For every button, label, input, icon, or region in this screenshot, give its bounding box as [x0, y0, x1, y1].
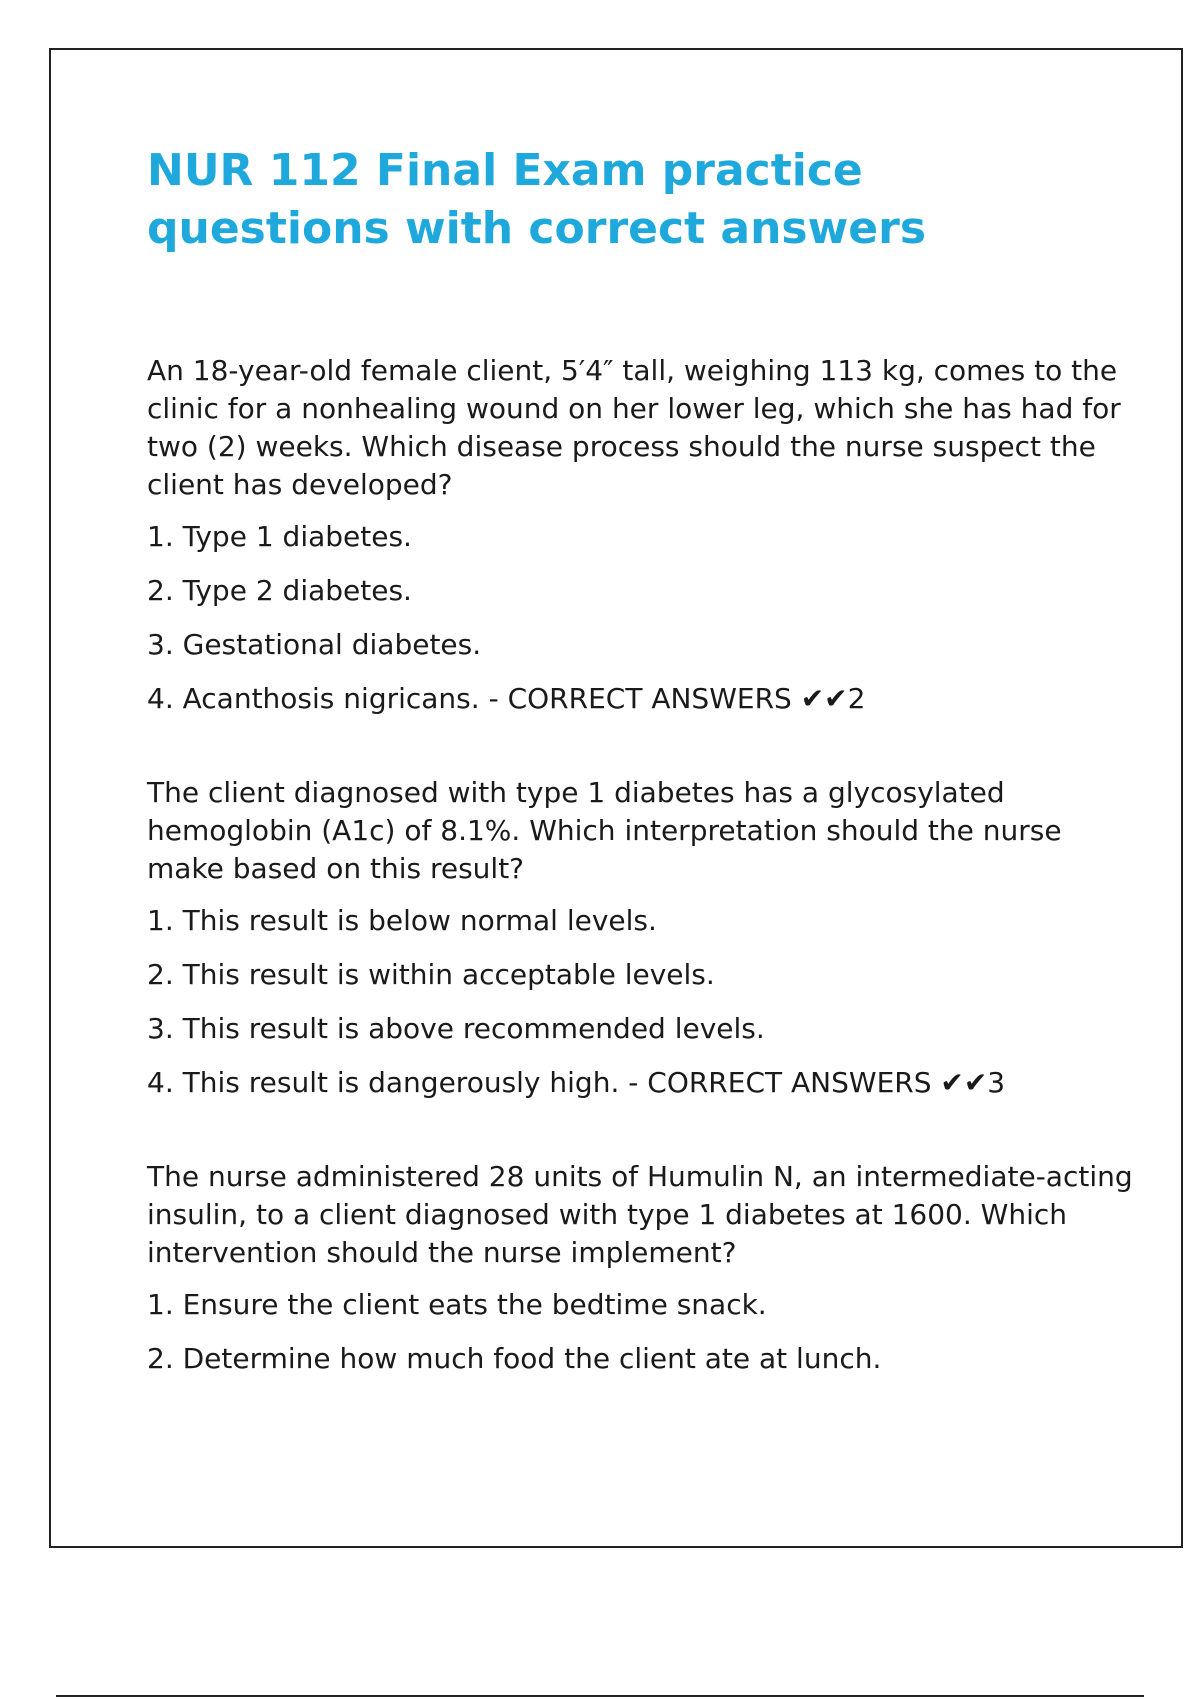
- answer-option: 2. Type 2 diabetes.: [147, 574, 412, 607]
- answer-option: 3. Gestational diabetes.: [147, 628, 482, 661]
- questions-list: [147, 352, 1137, 1434]
- question-stem: An 18-year-old female client, 5′4″ tall, weighing 113 kg, comes to the clinic for a nonhealing wound on her lower leg, which she has had for two (2) weeks. Which disease process should the nurse suspect the client has developed?: [147, 354, 1121, 501]
- answer-option: 1. This result is below normal levels.: [147, 904, 657, 937]
- answer-option: 1. Ensure the client eats the bedtime snack.: [147, 1288, 767, 1321]
- question-stem: The nurse administered 28 units of Humulin N, an intermediate-acting insulin, to a client diagnosed with type 1 diabetes at 1600. Which intervention should the nurse implement?: [147, 1160, 1133, 1269]
- question-2: [147, 774, 1137, 1110]
- answer-option: 2. Determine how much food the client ate at lunch.: [147, 1342, 882, 1375]
- answer-option: 1. Type 1 diabetes.: [147, 520, 412, 553]
- correct-answer: - CORRECT ANSWERS ✔✔3: [619, 1066, 1006, 1099]
- answer-option-last: [147, 1056, 1137, 1110]
- question-stem: The client diagnosed with type 1 diabetes has a glycosylated hemoglobin (A1c) of 8.1%. Which interpretation should the nurse make based on this result?: [147, 776, 1062, 885]
- answer-option-last: [147, 672, 1137, 726]
- page-frame: [49, 48, 1183, 1548]
- answer-option-text: 4. Acanthosis nigricans.: [147, 682, 480, 715]
- answer-option: 2. This result is within acceptable levels.: [147, 958, 715, 991]
- question-3: [147, 1158, 1137, 1386]
- answer-option: 3. This result is above recommended levels.: [147, 1012, 765, 1045]
- correct-answer: - CORRECT ANSWERS ✔✔2: [479, 682, 866, 715]
- footer-divider: [56, 1695, 1144, 1697]
- question-1: [147, 352, 1137, 726]
- document-title: NUR 112 Final Exam practice questions with correct answers: [147, 145, 927, 254]
- answer-option-text: 4. This result is dangerously high.: [147, 1066, 620, 1099]
